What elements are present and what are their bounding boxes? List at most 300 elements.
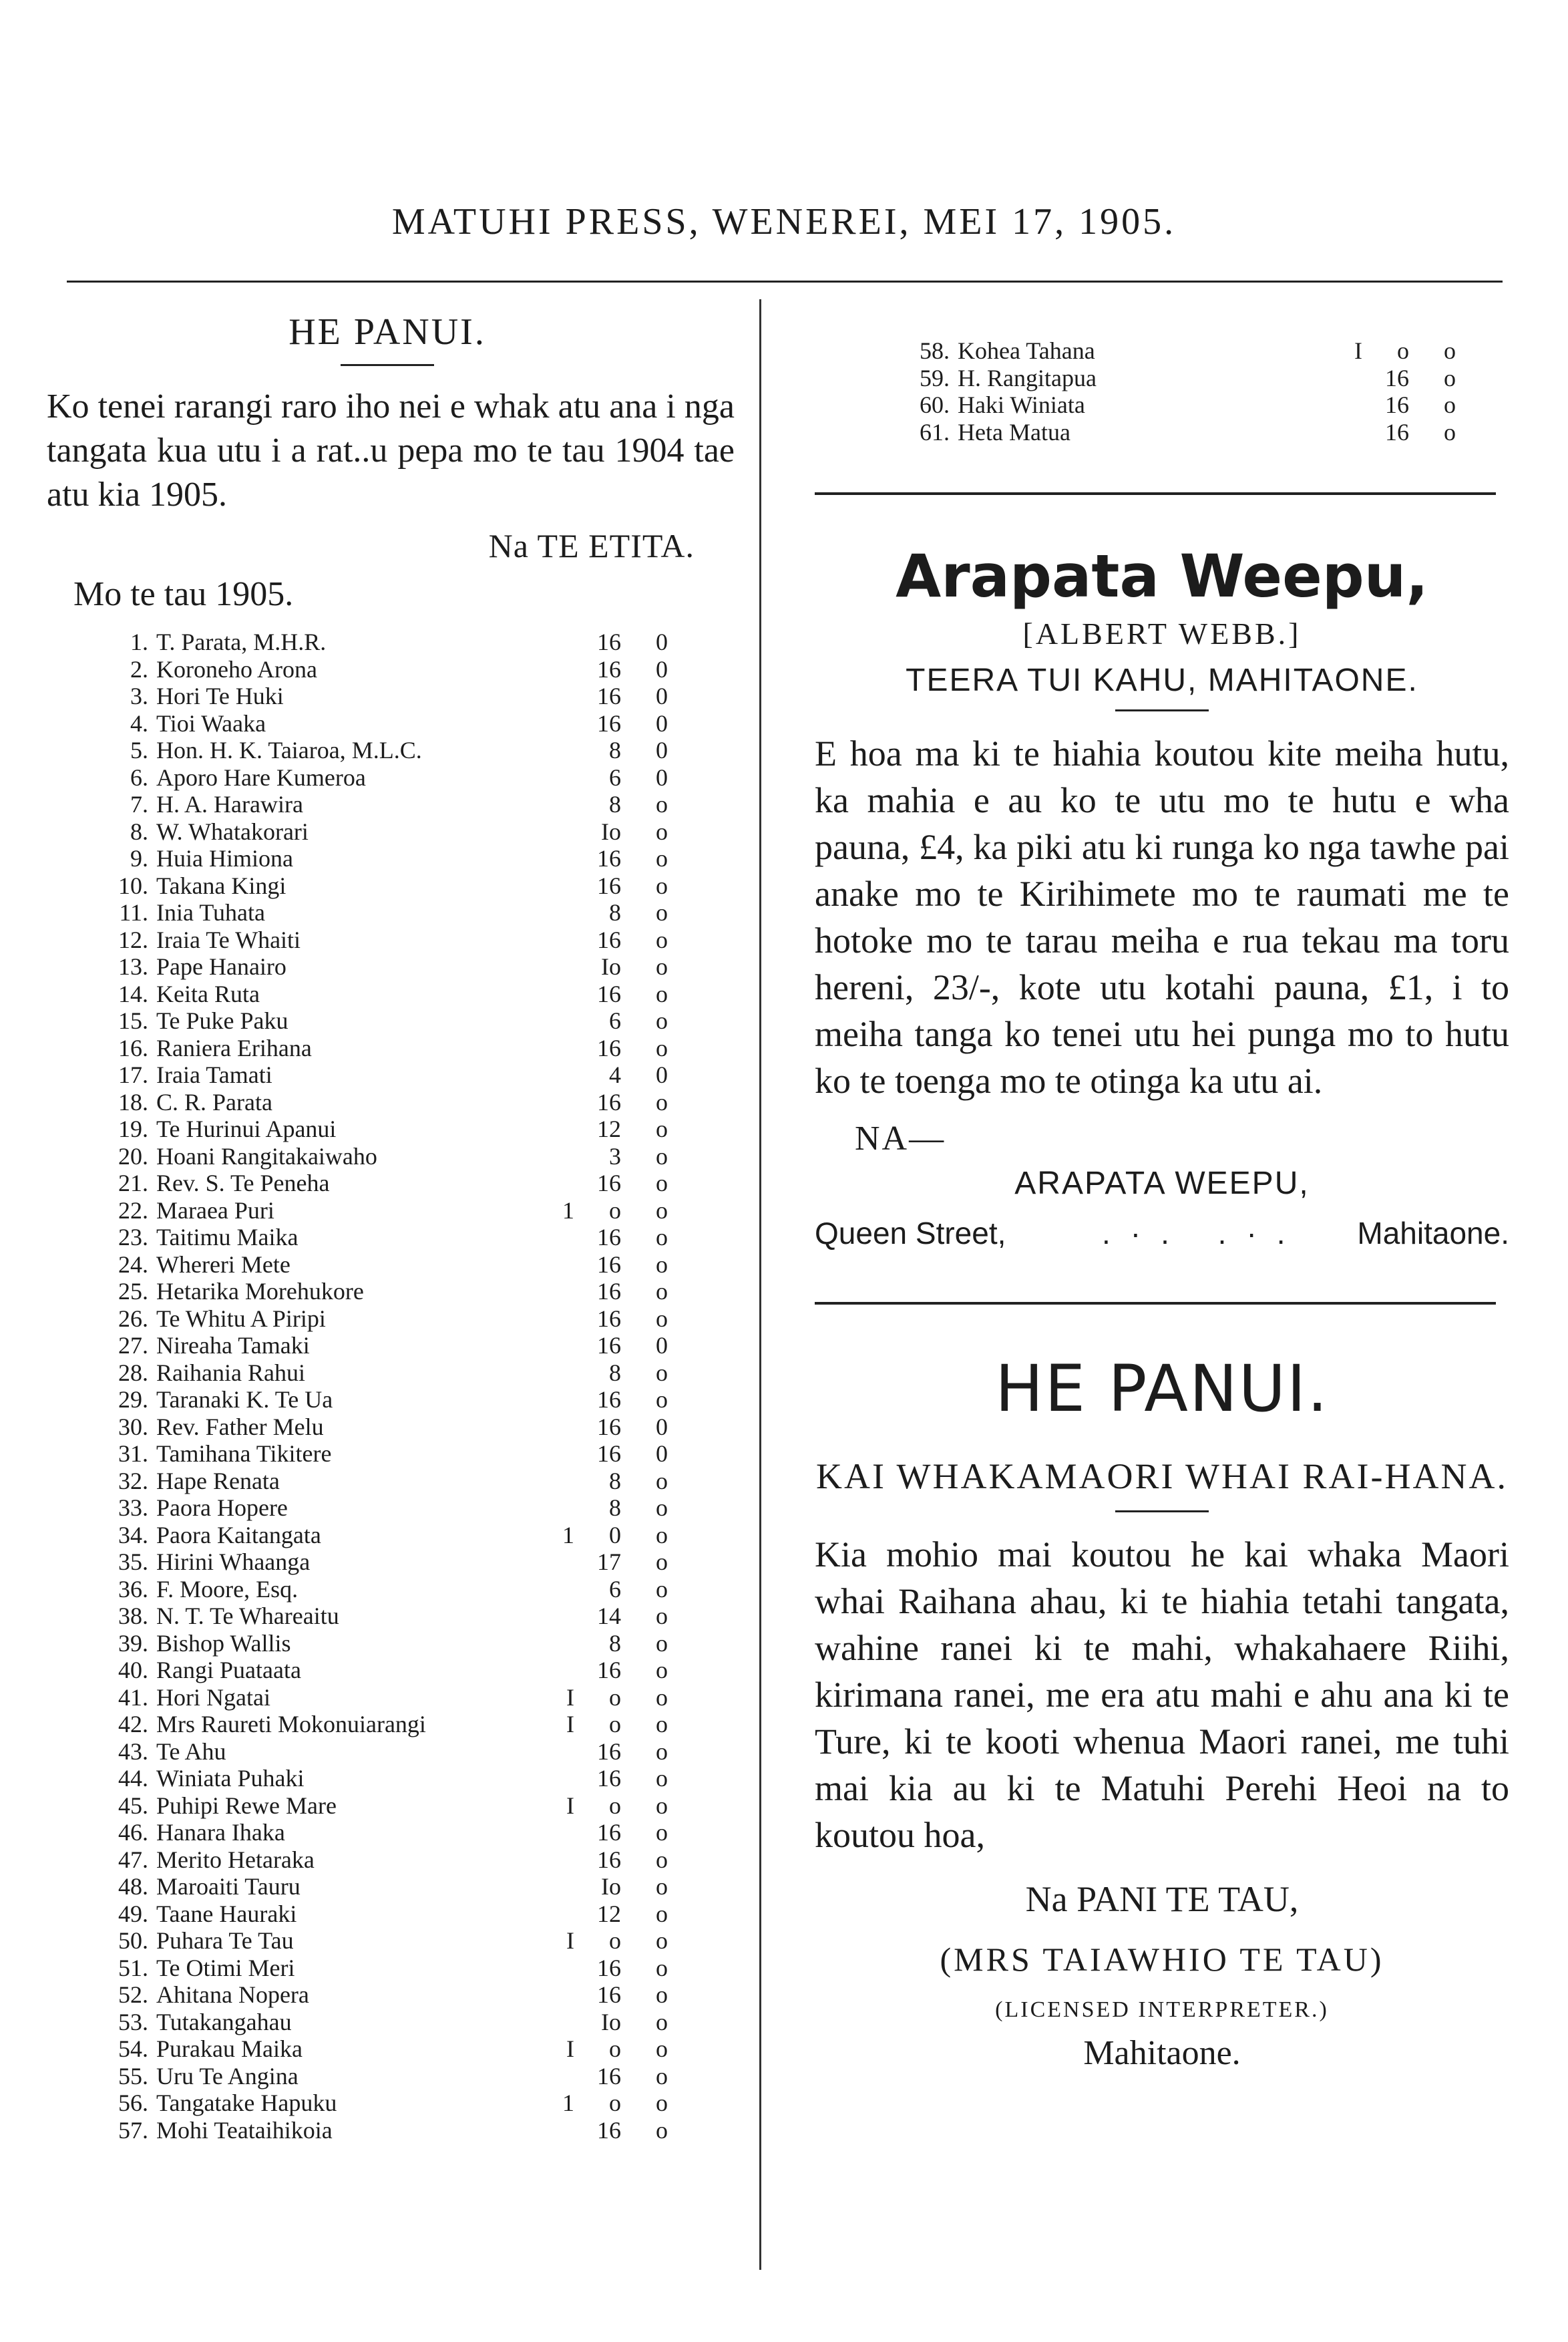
subscriber-row xyxy=(107,1468,668,1495)
amount-shillings: 4 xyxy=(609,1061,621,1088)
subscriber-number: 1. xyxy=(130,629,148,655)
amount-shillings: 6 xyxy=(609,764,621,791)
subscriber-number: 54. xyxy=(118,2035,148,2062)
subscriber-number: 53. xyxy=(118,2008,148,2035)
amount-shillings: 16 xyxy=(1385,364,1409,391)
subscriber-number: 49. xyxy=(118,1900,148,1927)
subscriber-row xyxy=(107,1548,668,1576)
amount-shillings: 16 xyxy=(597,1819,621,1846)
subscriber-name: Rev. S. Te Peneha xyxy=(156,1170,330,1196)
subscriber-row xyxy=(107,872,668,900)
amount-pence: o xyxy=(656,1088,668,1116)
subscriber-name: Puhipi Rewe Mare xyxy=(156,1792,337,1819)
subscriber-name: Inia Tuhata xyxy=(156,899,266,926)
ad-tagline: TEERA TUI KAHU, MAHITAONE. xyxy=(906,663,1418,698)
subscriber-row xyxy=(107,1738,668,1766)
subscriber-number: 21. xyxy=(118,1170,148,1196)
notice-licensed: (LICENSED INTERPRETER.) xyxy=(995,1997,1329,2022)
amount-shillings: o xyxy=(609,2089,621,2116)
ad-address-dots: .·. .·. xyxy=(1102,1216,1306,1250)
amount-pence: o xyxy=(656,1737,668,1765)
subscriber-row xyxy=(107,981,668,1008)
amount-shillings: 16 xyxy=(597,1413,621,1440)
amount-pence: o xyxy=(656,1548,668,1575)
amount-shillings: 0 xyxy=(609,1521,621,1548)
subscriber-row xyxy=(908,391,1456,419)
subscriber-number: 33. xyxy=(118,1494,148,1521)
subscriber-number: 57. xyxy=(118,2116,148,2144)
amount-shillings: 3 xyxy=(609,1142,621,1170)
amount-pence: 0 xyxy=(656,764,668,791)
amount-shillings: 16 xyxy=(597,1657,621,1683)
amount-shillings: 8 xyxy=(609,1629,621,1657)
subscriber-number: 56. xyxy=(118,2089,148,2116)
subscriber-number: 18. xyxy=(118,1088,148,1116)
subscriber-name: Hori Ngatai xyxy=(156,1683,270,1711)
amount-pence: 0 xyxy=(656,629,668,655)
amount-pence: 0 xyxy=(656,737,668,764)
subscriber-name: Rev. Father Melu xyxy=(156,1413,324,1440)
subscriber-row xyxy=(107,1846,668,1874)
subscriber-name: Taranaki K. Te Ua xyxy=(156,1386,333,1413)
year-heading: Mo te tau 1905. xyxy=(73,575,294,613)
ad-name: Arapata Weepu, xyxy=(896,542,1428,611)
subscriber-name: Maroaiti Tauru xyxy=(156,1873,301,1900)
amount-shillings: o xyxy=(609,1927,621,1954)
subscriber-name: Hirini Whaanga xyxy=(156,1548,311,1575)
subscriber-number: 29. xyxy=(118,1386,148,1413)
subscriber-row xyxy=(107,1116,668,1143)
subscriber-name: Keita Ruta xyxy=(156,980,260,1007)
subscriber-name: Bishop Wallis xyxy=(156,1629,291,1657)
amount-pence: o xyxy=(656,1467,668,1494)
subscriber-name: Merito Hetaraka xyxy=(156,1846,315,1873)
amount-shillings: 8 xyxy=(609,791,621,818)
subscriber-row xyxy=(107,1359,668,1387)
section-rule xyxy=(815,1302,1496,1305)
subscriber-row xyxy=(107,1143,668,1170)
amount-pence: o xyxy=(656,1603,668,1629)
subscriber-name: Pape Hanairo xyxy=(156,953,286,980)
subscriber-name: Paora Kaitangata xyxy=(156,1521,321,1548)
amount-pence: o xyxy=(656,1142,668,1170)
subscriber-name: H. A. Harawira xyxy=(156,791,303,818)
subscriber-number: 45. xyxy=(118,1792,148,1819)
subscriber-number: 15. xyxy=(118,1007,148,1034)
notice-signature-name: (MRS TAIAWHIO TE TAU) xyxy=(940,1941,1384,1978)
amount-pence: o xyxy=(656,953,668,980)
amount-shillings: 16 xyxy=(597,1088,621,1116)
subscriber-number: 36. xyxy=(118,1575,148,1603)
amount-shillings: 8 xyxy=(609,1494,621,1521)
interpreter-notice xyxy=(801,1351,1523,2073)
subscriber-row xyxy=(107,710,668,737)
subscriber-name: Tutakangahau xyxy=(156,2008,292,2035)
subscriber-name: Ahitana Nopera xyxy=(156,1981,309,2008)
subscriber-name: Tioi Waaka xyxy=(156,709,266,737)
amount-shillings: 8 xyxy=(609,737,621,764)
amount-pence: 0 xyxy=(656,1332,668,1359)
subscriber-number: 44. xyxy=(118,1765,148,1792)
subscriber-name: Hetarika Morehukore xyxy=(156,1278,364,1305)
amount-shillings: 16 xyxy=(597,629,621,655)
subscriber-row xyxy=(107,899,668,927)
short-rule xyxy=(341,364,434,366)
subscriber-row xyxy=(107,1440,668,1468)
subscriber-number: 27. xyxy=(118,1332,148,1359)
subscriber-number: 55. xyxy=(118,2062,148,2089)
subscriber-row xyxy=(908,365,1456,392)
subscriber-row xyxy=(107,764,668,792)
amount-pence: o xyxy=(656,1954,668,1981)
amount-shillings: 16 xyxy=(597,2062,621,2089)
subscriber-name: Winiata Puhaki xyxy=(156,1765,305,1792)
amount-shillings: Io xyxy=(601,2008,621,2035)
subscriber-number: 3. xyxy=(130,683,148,709)
subscriber-number: 11. xyxy=(119,899,148,926)
subscriber-row xyxy=(107,1224,668,1251)
amount-shillings: 16 xyxy=(597,872,621,899)
subscriber-row xyxy=(107,2117,668,2144)
subscriber-row xyxy=(107,818,668,846)
amount-pence: o xyxy=(656,1819,668,1846)
amount-pence: o xyxy=(656,1305,668,1332)
amount-pounds: 1 xyxy=(562,1196,574,1224)
subscriber-number: 35. xyxy=(118,1548,148,1575)
subscriber-number: 16. xyxy=(118,1034,148,1061)
amount-pence: o xyxy=(656,899,668,926)
subscriber-name: Iraia Te Whaiti xyxy=(156,926,301,953)
subscriber-number: 7. xyxy=(130,791,148,818)
amount-pence: o xyxy=(656,1657,668,1683)
amount-pence: o xyxy=(656,1278,668,1305)
amount-shillings: 8 xyxy=(609,1467,621,1494)
subscriber-number: 10. xyxy=(118,872,148,899)
amount-pounds: I xyxy=(566,2035,574,2062)
amount-shillings: 16 xyxy=(597,1224,621,1250)
subscriber-name: Rangi Puataata xyxy=(156,1657,301,1683)
subscriber-number: 52. xyxy=(118,1981,148,2008)
amount-pence: 0 xyxy=(656,1413,668,1440)
subscriber-number: 43. xyxy=(118,1737,148,1765)
subscriber-row xyxy=(107,1197,668,1224)
amount-pounds: 1 xyxy=(562,2089,574,2116)
amount-pence: o xyxy=(1444,337,1456,364)
subscriber-row xyxy=(107,1765,668,1792)
subscriber-row xyxy=(107,791,668,818)
ad-address-town: Mahitaone. xyxy=(1357,1216,1509,1250)
subscriber-number: 40. xyxy=(118,1657,148,1683)
amount-shillings: 16 xyxy=(1385,418,1409,446)
subscriber-name: Te Otimi Meri xyxy=(156,1954,295,1981)
amount-pounds: I xyxy=(566,1711,574,1737)
amount-shillings: 16 xyxy=(597,1846,621,1873)
amount-pounds: I xyxy=(566,1927,574,1954)
amount-shillings: Io xyxy=(601,818,621,845)
subscriber-name: Hape Renata xyxy=(156,1467,280,1494)
subscriber-number: 24. xyxy=(118,1250,148,1278)
short-rule xyxy=(1115,709,1209,711)
subscriber-row xyxy=(107,1873,668,1900)
amount-pence: o xyxy=(656,1196,668,1224)
subscriber-row xyxy=(908,337,1456,365)
amount-pence: o xyxy=(656,818,668,845)
subscriber-row xyxy=(107,1522,668,1549)
subscriber-name: Te Hurinui Apanui xyxy=(156,1116,337,1142)
subscriber-number: 8. xyxy=(130,818,148,845)
subscriber-row xyxy=(107,737,668,764)
subscriber-number: 42. xyxy=(118,1711,148,1737)
subscriber-number: 48. xyxy=(118,1873,148,1900)
amount-pence: o xyxy=(1444,418,1456,446)
subscriber-row xyxy=(107,1711,668,1738)
subscriber-name: Tangatake Hapuku xyxy=(156,2089,337,2116)
subscriber-name: Hanara Ihaka xyxy=(156,1819,285,1846)
amount-pence: o xyxy=(656,1846,668,1873)
amount-shillings: o xyxy=(609,2035,621,2062)
subscriber-number: 25. xyxy=(118,1278,148,1305)
subscriber-row xyxy=(107,1035,668,1062)
subscriber-row xyxy=(107,656,668,683)
subscriber-row xyxy=(107,1089,668,1116)
subscriber-list xyxy=(107,629,668,2144)
amount-shillings: 16 xyxy=(597,709,621,737)
subscriber-row xyxy=(107,1684,668,1711)
subscriber-number: 12. xyxy=(118,926,148,953)
amount-pence: o xyxy=(656,2116,668,2144)
subscriber-number: 14. xyxy=(118,980,148,1007)
subscriber-name: Te Whitu A Piripi xyxy=(156,1305,326,1332)
amount-shillings: 8 xyxy=(609,899,621,926)
notice-title-left: HE PANUI. xyxy=(288,311,486,353)
tailor-advertisement xyxy=(801,542,1523,1255)
ad-body: E hoa ma ki te hiahia koutou kite meiha hutu, ka mahia e au ko te utu mo te hutu e wha pauna, £4, ka piki atu ki runga ko nga tawhe pai anake mo te Kirihimete mo te raumati me te hotoke mo te tarau meiha e rua tekau ma toru hereni, 23/-, kote utu kotahi pauna, £1, i to meiha tanga ko tenei utu hei punga mo to hutu ko te toenga mo te otinga ka utu ai. xyxy=(815,733,1509,1101)
amount-shillings: 16 xyxy=(597,845,621,872)
amount-pence: o xyxy=(656,1873,668,1900)
amount-pence: o xyxy=(656,1765,668,1792)
amount-pence: o xyxy=(656,1170,668,1196)
subscriber-row xyxy=(107,1251,668,1279)
amount-pounds: I xyxy=(1354,337,1362,364)
subscriber-number: 32. xyxy=(118,1467,148,1494)
subscriber-number: 9. xyxy=(130,845,148,872)
subscriber-number: 26. xyxy=(118,1305,148,1332)
amount-pence: 0 xyxy=(656,1440,668,1467)
notice-signature: Na PANI TE TAU, xyxy=(1025,1879,1299,1919)
column-rule xyxy=(759,299,761,2270)
subscriber-name: Te Ahu xyxy=(156,1737,226,1765)
amount-pounds: 1 xyxy=(562,1521,574,1548)
subscriber-name: T. Parata, M.H.R. xyxy=(156,629,327,655)
subscriber-number: 28. xyxy=(118,1359,148,1386)
subscriber-number: 23. xyxy=(118,1224,148,1250)
notice-subtitle: KAI WHAKAMAORI WHAI RAI-HANA. xyxy=(816,1456,1508,1496)
amount-pence: o xyxy=(656,1575,668,1603)
subscriber-row xyxy=(107,2089,668,2117)
amount-shillings: 16 xyxy=(597,655,621,683)
subscriber-name: W. Whatakorari xyxy=(156,818,309,845)
subscriber-row xyxy=(107,1792,668,1820)
amount-pence: o xyxy=(656,872,668,899)
amount-pence: o xyxy=(656,1521,668,1548)
amount-shillings: o xyxy=(1397,337,1409,364)
amount-pence: 0 xyxy=(656,655,668,683)
subscriber-row xyxy=(107,1278,668,1305)
amount-pence: o xyxy=(656,1927,668,1954)
amount-pence: o xyxy=(656,2089,668,2116)
amount-pence: 0 xyxy=(656,1061,668,1088)
amount-pence: o xyxy=(656,1386,668,1413)
amount-shillings: 12 xyxy=(597,1900,621,1927)
amount-shillings: 16 xyxy=(597,980,621,1007)
amount-shillings: Io xyxy=(601,953,621,980)
amount-pence: o xyxy=(656,926,668,953)
subscriber-row xyxy=(107,1630,668,1657)
subscriber-name: Whereri Mete xyxy=(156,1250,290,1278)
subscriber-row xyxy=(107,845,668,872)
subscriber-number: 20. xyxy=(118,1142,148,1170)
subscriber-number: 30. xyxy=(118,1413,148,1440)
amount-pence: o xyxy=(1444,364,1456,391)
amount-shillings: 16 xyxy=(597,1170,621,1196)
subscriber-row xyxy=(107,1603,668,1630)
amount-pence: o xyxy=(656,1792,668,1819)
subscriber-name: Uru Te Angina xyxy=(156,2062,299,2089)
amount-pence: o xyxy=(656,1116,668,1142)
amount-shillings: 16 xyxy=(597,2116,621,2144)
notice-place: Mahitaone. xyxy=(1083,2034,1241,2072)
amount-pence: o xyxy=(656,1359,668,1386)
amount-pence: o xyxy=(1444,391,1456,418)
amount-pence: o xyxy=(656,980,668,1007)
subscriber-name: Puhara Te Tau xyxy=(156,1927,294,1954)
subscriber-row xyxy=(107,1819,668,1846)
subscriber-row xyxy=(107,629,668,656)
amount-pence: o xyxy=(656,845,668,872)
subscriber-row xyxy=(107,1576,668,1603)
amount-shillings: 17 xyxy=(597,1548,621,1575)
subscriber-name: Iraia Tamati xyxy=(156,1061,272,1088)
notice-intro: Ko tenei rarangi raro iho nei e whak atu ana i nga tangata kua utu i a rat..u pepa mo te tau 1904 tae atu kia 1905. xyxy=(47,387,735,514)
subscriber-row xyxy=(107,1170,668,1197)
subscriber-number: 38. xyxy=(118,1603,148,1629)
amount-pence: o xyxy=(656,1900,668,1927)
amount-pence: o xyxy=(656,1007,668,1034)
amount-shillings: 6 xyxy=(609,1575,621,1603)
subscriber-row xyxy=(107,1981,668,2009)
subscriber-row xyxy=(107,1955,668,1982)
amount-shillings: 16 xyxy=(597,1954,621,1981)
subscriber-name: Raniera Erihana xyxy=(156,1034,312,1061)
subscriber-row xyxy=(107,1007,668,1035)
subscriber-number: 13. xyxy=(118,953,148,980)
amount-pence: o xyxy=(656,2062,668,2089)
section-rule xyxy=(815,492,1496,495)
amount-shillings: 12 xyxy=(597,1116,621,1142)
left-column xyxy=(40,304,735,2144)
subscriber-row xyxy=(107,1927,668,1955)
ad-address-street: Queen Street, xyxy=(815,1216,1006,1250)
amount-shillings: 8 xyxy=(609,1359,621,1386)
amount-shillings: 16 xyxy=(597,1278,621,1305)
subscriber-number: 59. xyxy=(920,364,950,391)
right-column xyxy=(801,337,1523,2073)
amount-shillings: 16 xyxy=(597,1386,621,1413)
subscriber-number: 39. xyxy=(118,1629,148,1657)
subscriber-row xyxy=(107,1305,668,1333)
subscriber-number: 34. xyxy=(118,1521,148,1548)
amount-pence: o xyxy=(656,1711,668,1737)
amount-pence: o xyxy=(656,2035,668,2062)
amount-shillings: 16 xyxy=(597,1305,621,1332)
running-header: MATUHI PRESS, WENEREI, MEI 17, 1905. xyxy=(391,201,1177,242)
subscriber-number: 31. xyxy=(118,1440,148,1467)
amount-pence: o xyxy=(656,1981,668,2008)
subscriber-name: Takana Kingi xyxy=(156,872,286,899)
subscriber-name: Koroneho Arona xyxy=(156,655,317,683)
subscriber-row xyxy=(107,1900,668,1928)
subscriber-name: Haki Winiata xyxy=(958,391,1085,418)
subscriber-name: F. Moore, Esq. xyxy=(156,1575,299,1603)
amount-pounds: I xyxy=(566,1792,574,1819)
subscriber-row xyxy=(107,2063,668,2090)
subscriber-name: Hori Te Huki xyxy=(156,683,284,709)
amount-shillings: 16 xyxy=(597,1332,621,1359)
amount-shillings: 14 xyxy=(597,1603,621,1629)
subscriber-row xyxy=(107,927,668,954)
subscriber-number: 41. xyxy=(118,1683,148,1711)
subscriber-name: Paora Hopere xyxy=(156,1494,288,1521)
subscriber-row xyxy=(107,2009,668,2036)
subscriber-name: Heta Matua xyxy=(958,418,1070,446)
amount-shillings: 16 xyxy=(597,1981,621,2008)
amount-shillings: 16 xyxy=(597,1250,621,1278)
subscriber-row xyxy=(107,953,668,981)
amount-pence: o xyxy=(656,1250,668,1278)
amount-shillings: 16 xyxy=(597,1034,621,1061)
subscriber-row xyxy=(107,1386,668,1413)
subscriber-name: Te Puke Paku xyxy=(156,1007,288,1034)
subscriber-row xyxy=(107,2035,668,2063)
subscriber-number: 5. xyxy=(130,737,148,764)
amount-pence: 0 xyxy=(656,683,668,709)
amount-pounds: I xyxy=(566,1683,574,1711)
subscriber-number: 6. xyxy=(130,764,148,791)
amount-pence: o xyxy=(656,1224,668,1250)
ad-alias: [ALBERT WEBB.] xyxy=(1022,617,1302,651)
subscriber-name: Raihania Rahui xyxy=(156,1359,305,1386)
subscriber-row xyxy=(107,1332,668,1359)
ad-na: NA— xyxy=(855,1120,946,1158)
editor-signature: Na TE ETITA. xyxy=(488,527,695,564)
notice-title-right: HE PANUI. xyxy=(995,1351,1329,1426)
amount-pence: o xyxy=(656,2008,668,2035)
subscriber-number: 17. xyxy=(118,1061,148,1088)
amount-pence: o xyxy=(656,1494,668,1521)
subscriber-number: 60. xyxy=(920,391,950,418)
subscriber-number: 51. xyxy=(118,1954,148,1981)
header-rule xyxy=(67,281,1503,283)
subscriber-name: H. Rangitapua xyxy=(958,364,1097,391)
subscriber-row xyxy=(107,1657,668,1684)
ad-signature: ARAPATA WEEPU, xyxy=(1014,1166,1310,1201)
subscriber-number: 19. xyxy=(118,1116,148,1142)
subscriber-row xyxy=(107,1061,668,1089)
subscriber-name: Hon. H. K. Taiaroa, M.L.C. xyxy=(156,737,422,764)
amount-shillings: 16 xyxy=(1385,391,1409,418)
subscriber-row xyxy=(908,419,1456,446)
subscriber-number: 2. xyxy=(130,655,148,683)
